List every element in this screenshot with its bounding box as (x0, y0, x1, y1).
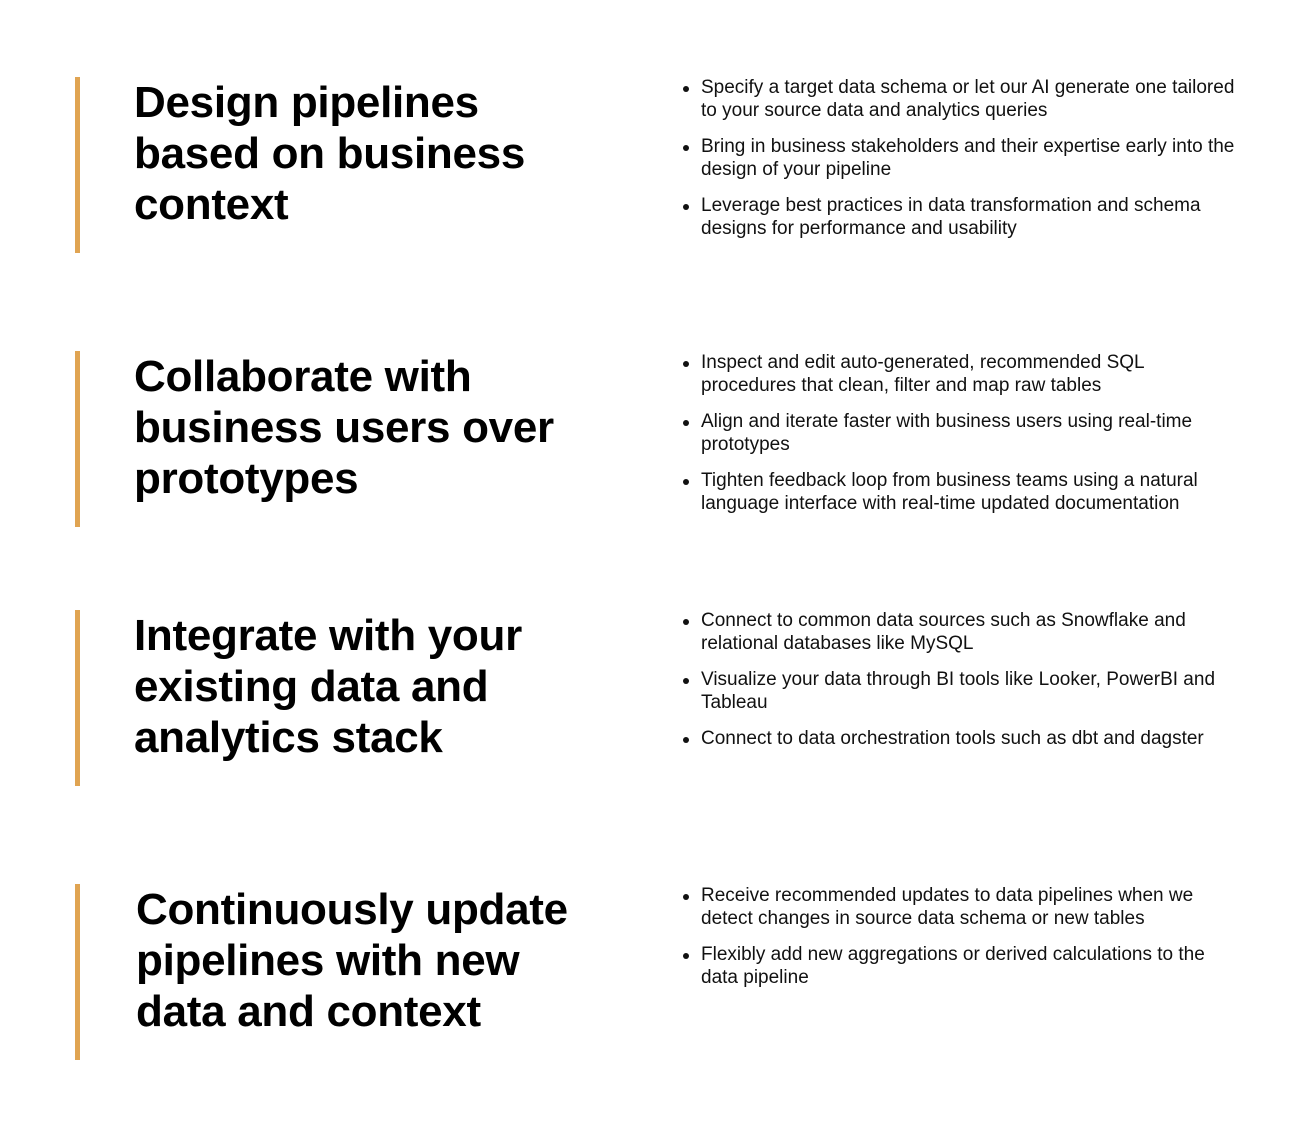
feature-bullet-list (680, 352, 1240, 529)
accent-bar (75, 351, 80, 527)
bullet-item: Tighten feedback loop from business teams using a natural language interface with real-time updated documentation (680, 470, 1240, 515)
bullet-item: Receive recommended updates to data pipelines when we detect changes in source data schema or new tables (680, 885, 1240, 930)
bullet-item: Connect to common data sources such as Snowflake and relational databases like MySQL (680, 610, 1240, 655)
bullet-item: Connect to data orchestration tools such as dbt and dagster (680, 728, 1240, 751)
accent-bar (75, 77, 80, 253)
feature-bullet-list (680, 610, 1240, 765)
bullet-item: Align and iterate faster with business users using real-time prototypes (680, 411, 1240, 456)
bullet-item: Specify a target data schema or let our AI generate one tailored to your source data and analytics queries (680, 77, 1240, 122)
feature-title: Collaborate with business users over prototypes (134, 352, 554, 503)
feature-bullet-list (680, 77, 1240, 254)
bullet-item: Leverage best practices in data transformation and schema designs for performance and usability (680, 195, 1240, 240)
feature-title: Integrate with your existing data and analytics stack (134, 611, 522, 762)
bullet-item: Inspect and edit auto-generated, recommended SQL procedures that clean, filter and map raw tables (680, 352, 1240, 397)
bullet-item: Bring in business stakeholders and their expertise early into the design of your pipeline (680, 136, 1240, 181)
bullet-item: Flexibly add new aggregations or derived calculations to the data pipeline (680, 944, 1240, 989)
feature-title: Continuously update pipelines with new data and context (136, 885, 568, 1036)
accent-bar (75, 884, 80, 1060)
accent-bar (75, 610, 80, 786)
bullet-item: Visualize your data through BI tools like Looker, PowerBI and Tableau (680, 669, 1240, 714)
feature-title: Design pipelines based on business context (134, 78, 526, 229)
feature-bullet-list (680, 885, 1240, 1003)
